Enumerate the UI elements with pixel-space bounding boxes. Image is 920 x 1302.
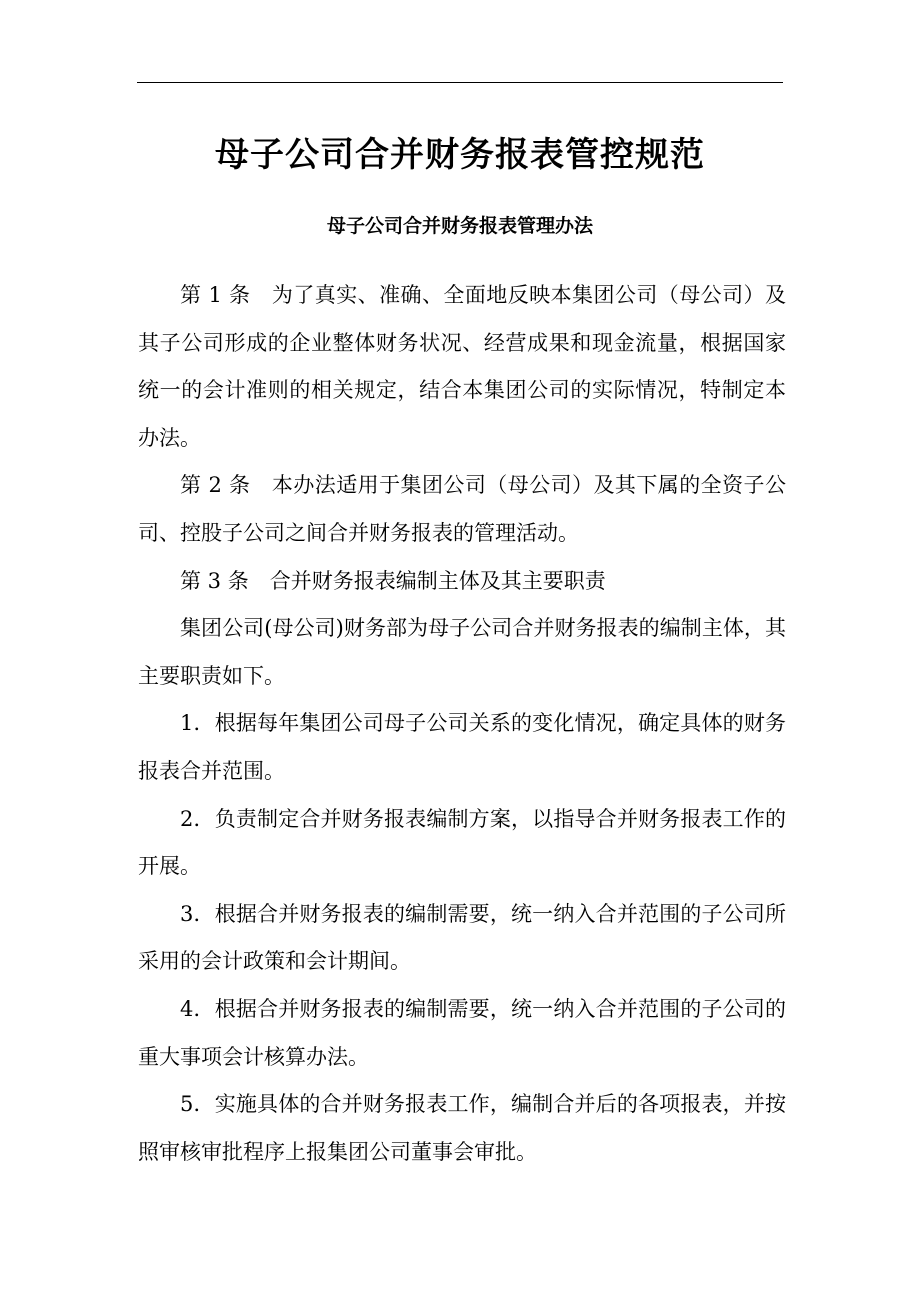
paragraph-article-1: 第 1 条 为了真实、准确、全面地反映本集团公司（母公司）及其子公司形成的企业整体财务状况、经营成果和现金流量，根据国家统一的会计准则的相关规定，结合本集团公司的实际情况，特制定本办法。 <box>138 283 786 450</box>
paragraph-article-3: 第 3 条 合并财务报表编制主体及其主要职责 <box>180 568 606 593</box>
document-title: 母子公司合并财务报表管控规范 <box>215 135 705 175</box>
header-rule <box>137 82 783 83</box>
document-subtitle: 母子公司合并财务报表管理办法 <box>326 215 593 237</box>
list-item-5: 5．实施具体的合并财务报表工作，编制合并后的各项报表，并按照审核审批程序上报集团公司董事会审批。 <box>138 1092 786 1164</box>
document-body <box>138 272 786 1176</box>
list-item-4: 4．根据合并财务报表的编制需要，统一纳入合并范围的子公司的重大事项会计核算办法。 <box>138 996 786 1069</box>
list-item-3: 3．根据合并财务报表的编制需要，统一纳入合并范围的子公司所采用的会计政策和会计期间。 <box>138 901 786 974</box>
paragraph-article-2: 第 2 条 本办法适用于集团公司（母公司）及其下属的全资子公司、控股子公司之间合并财务报表的管理活动。 <box>138 473 786 545</box>
list-item-2: 2．负责制定合并财务报表编制方案，以指导合并财务报表工作的开展。 <box>138 806 786 879</box>
paragraph-finance-dept: 集团公司(母公司)财务部为母子公司合并财务报表的编制主体，其主要职责如下。 <box>138 616 786 688</box>
list-item-1: 1．根据每年集团公司母子公司关系的变化情况，确定具体的财务报表合并范围。 <box>138 711 786 783</box>
